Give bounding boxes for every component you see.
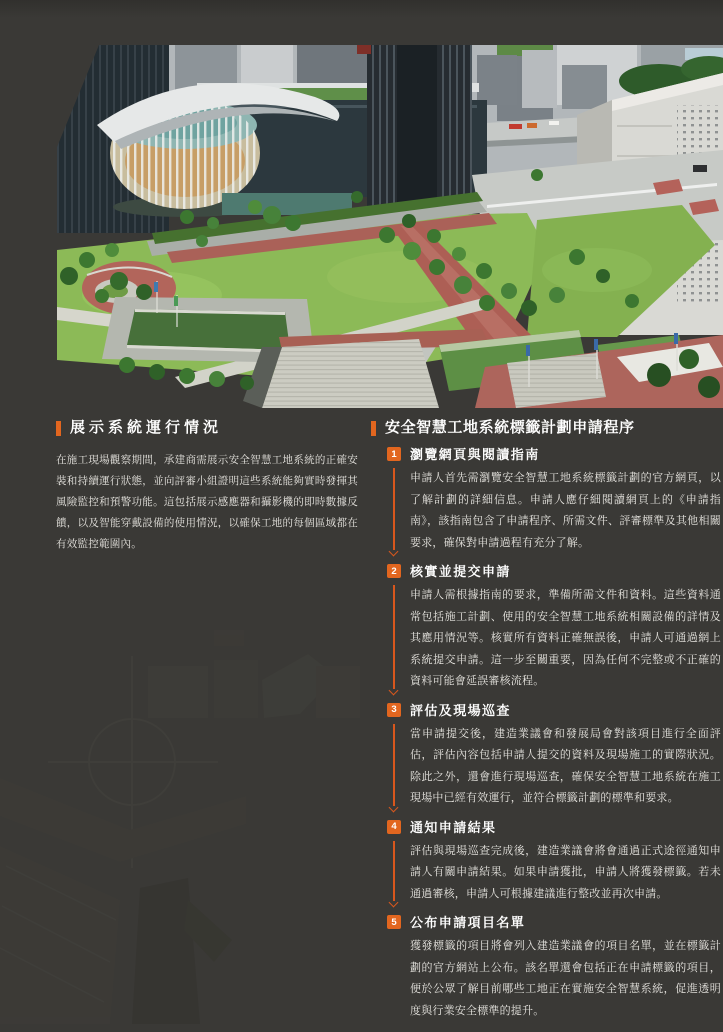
step-5: [371, 915, 721, 1022]
step-title: 通知申請結果: [410, 819, 497, 835]
left-section: [56, 420, 358, 555]
step-number-badge: 1: [387, 447, 401, 461]
step-body: 當申請提交後，建造業議會和發展局會對該項目進行全面評估，評估內容包括申請人提交的資料及現場施工的實際狀況。除此之外，還會進行現場巡查，確保安全智慧工地系統在施工現場中已經有效運行，並符合標籤計劃的標準和要求。: [410, 727, 721, 804]
step-title: 瀏覽網頁與閱讀指南: [410, 447, 540, 462]
right-section-title: 安全智慧工地系統標籤計劃申請程序: [385, 419, 635, 436]
step-title: 公布申請項目名單: [410, 915, 526, 930]
step-body: 評估與現場巡查完成後，建造業議會將會通過正式途徑通知申請人有關申請結果。如果申請獲批，申請人將獲發標籤。若未通過審核，申請人可根據建議進行整改並再次申請。: [410, 844, 721, 900]
step-3: [371, 703, 721, 810]
step-2: [371, 564, 721, 693]
aerial-photo: [57, 45, 723, 408]
left-section-title: 展示系統運行情況: [70, 419, 223, 436]
step-number-badge: 5: [387, 915, 401, 929]
section-marker-bar: [371, 421, 376, 436]
step-number-badge: 2: [387, 564, 401, 578]
watermark-graphic: [0, 610, 370, 1024]
striped-office-tower: [357, 45, 472, 217]
step-body: 申請人需根據指南的要求，準備所需文件和資料。這些資料通常包括施工計劃、使用的安全智慧工地系統相關設備的詳情及其應用情況等。核實所有資料正確無誤後，申請人可通過網上系統提交申請。這一步至關重要，因為任何不完整或不正確的資料可能會延誤審核流程。: [410, 589, 721, 687]
left-section-body: 在施工現場觀察期間，承建商需展示安全智慧工地系統的正確安裝和持續運行狀態，並向評審小組證明這些系統能夠實時發揮其風險監控和預警功能。這包括展示感應器和攝影機的即時數據反饋，以及智能穿戴設備的使用情況，以確保工地的每個區域都在有效監控範圍內。: [56, 454, 358, 550]
down-arrow-icon: [393, 724, 395, 812]
step-title: 核實並提交申請: [410, 564, 511, 579]
step-number-badge: 4: [387, 820, 401, 834]
right-section: [371, 420, 721, 1032]
step-number-badge: 3: [387, 703, 401, 717]
section-marker-bar: [56, 421, 61, 436]
right-section-header: [371, 420, 721, 436]
left-section-header: [56, 420, 358, 436]
down-arrow-icon: [393, 585, 395, 695]
down-arrow-icon: [393, 468, 395, 556]
step-1: [371, 447, 721, 554]
step-4: [371, 820, 721, 906]
step-body: 申請人首先需瀏覽安全智慧工地系統標籤計劃的官方網頁，以了解計劃的詳細信息。申請人應仔細閱讀網頁上的《申請指南》，該指南包含了申請程序、所需文件、評審標準及其他相關要求，確保對申請過程有充分了解。: [410, 472, 721, 549]
step-body: 獲發標籤的項目將會列入建造業議會的項目名單，並在標籤計劃的官方網站上公布。該名單還會包括正在申請標籤的項目，便於公眾了解目前哪些工地正在實施安全智慧系統，促進透明度與行業安全標準的提升。: [410, 940, 721, 1017]
step-title: 評估及現場巡查: [410, 702, 511, 718]
down-arrow-icon: [393, 841, 395, 908]
